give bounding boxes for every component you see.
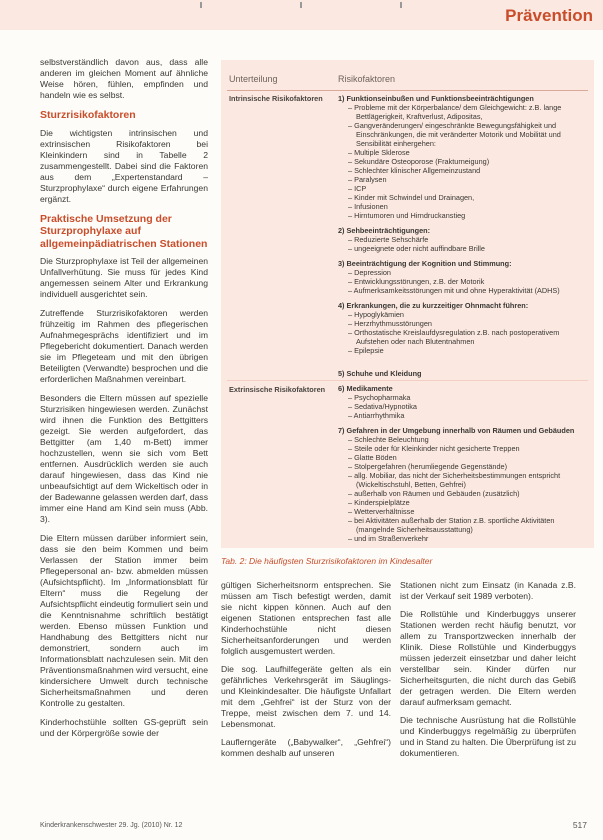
risk-item: – Schlechte Beleuchtung bbox=[348, 435, 429, 444]
paragraph: Die Sturzprophylaxe ist Teil der allgemeinen Unfallverhütung. Sie muss für jedes Kind angemessen seinem Alter und Erkrankung individuell ausgerichtet sein. bbox=[40, 256, 208, 299]
page-footer bbox=[0, 818, 603, 840]
risk-item: – Depression bbox=[348, 268, 391, 277]
table-header-risk-factors: Risikofaktoren bbox=[338, 74, 396, 84]
risk-item: – Steile oder für Kleinkinder nicht gesicherte Treppen bbox=[348, 444, 520, 453]
risk-group bbox=[338, 301, 588, 355]
section-title: Prävention bbox=[505, 6, 593, 25]
risk-group-heading: 3) Beeinträchtigung der Kognition und Stimmung: bbox=[338, 259, 512, 268]
risk-group-heading: 2) Sehbeeinträchtigungen: bbox=[338, 226, 431, 235]
risk-item: – Infusionen bbox=[348, 202, 388, 211]
risk-group-heading: 1) Funktionseinbußen und Funktionsbeeinträchtigungen bbox=[338, 94, 534, 103]
risk-item: – Stolpergefahren (herumliegende Gegenstände) bbox=[348, 462, 508, 471]
risk-item: – Multiple Sklerose bbox=[348, 148, 410, 157]
risk-item: – Reduzierte Sehschärfe bbox=[348, 235, 429, 244]
risk-item: – Orthostatische Kreislaufdysregulation z.B. nach postoperativem Aufstehen oder nach Blutentnahmen bbox=[348, 328, 560, 346]
risk-item: – Probleme mit der Körperbalance/ dem Gleichgewicht: z.B. lange Bettlägerigkeit, Kraftverlust, Adipositas, bbox=[348, 103, 562, 121]
table-header-subdivision: Unterteilung bbox=[229, 74, 278, 84]
risk-item: – Psychopharmaka bbox=[348, 393, 411, 402]
risk-item: – Antiarrhythmika bbox=[348, 411, 405, 420]
paragraph: Lauflerngeräte („Babywalker“, „Gehfrei“) kommen deshalb auf unseren bbox=[221, 737, 391, 758]
paragraph: Zutreffende Sturzrisikofaktoren werden frühzeitig im Rahmen des pflegerischen Aufnahmegesprächs identifiziert und im Pflegebericht dokumentiert. Danach werden sie im Pflegeteam und mit den übrigen Beteiligten (Verwandte) besprochen und die erforderlichen Maßnahmen vereinbart. bbox=[40, 308, 208, 384]
risk-group bbox=[338, 94, 588, 220]
header-rule bbox=[227, 90, 588, 91]
risk-item: – außerhalb von Räumen und Gebäuden (zusätzlich) bbox=[348, 489, 520, 498]
risk-item: – ungeeignete oder nicht auffindbare Brille bbox=[348, 244, 485, 253]
risk-item: – Sekundäre Osteoporose (Frakturneigung) bbox=[348, 157, 490, 166]
risk-item: – Schlechter klinischer Allgemeinzustand bbox=[348, 166, 481, 175]
paragraph: Die Rollstühle und Kinderbuggys unserer Stationen werden recht häufig benutzt, vor allem zu Transportzwecken innerhalb der Klinik. Diese Rollstühle und Kinderbuggys müssen jederzeit einsetzbar und daher leicht verstellbar sein. Kinder dürfen nur Sicherheitsgurten, die nicht durch das Gebiß der getragen werden. Die Eltern werden darauf aufmerksam gemacht. bbox=[400, 609, 576, 707]
risk-item: – bei Aktivitäten außerhalb der Station z.B. sportliche Aktivitäten (mangelnde Sicherheitsausstattung) bbox=[348, 516, 555, 534]
paragraph: Besonders die Eltern müssen auf spezielle Sturzrisiken hingewiesen werden. Zunächst wird ihnen die Funktion des Bettgitters gezeigt. Sie werden aufgefordert, das Bettgitter (am 1,40 m-Bett) immer hochzustellen, wenn sie sich vom Bett entfernen. Ausdrücklich werden sie auch darauf hingewiesen, dass das Kind nie unbeaufsichtigt auf dem Wickeltisch oder in der Badewanne gelassen werden darf, dass immer eine Hand am Kind sein muss (Abb. 3). bbox=[40, 393, 208, 524]
right-column bbox=[400, 580, 576, 766]
crop-mark bbox=[400, 2, 402, 8]
paragraph: Die sog. Laufhilfegeräte gelten als ein gefährliches Verkehrsgerät im Säuglings- und Kleinkindesalter. Die häufigste Unfallart mit dem „Gehfrei“ ist der Sturz von der Treppe, meist zwischen dem 7. und 14. Lebensmonat. bbox=[221, 664, 391, 729]
risk-group bbox=[338, 426, 588, 543]
paragraph: Die wichtigsten intrinsischen und extrinsischen Risikofaktoren bei Kleinkindern sind in Tabelle 2 zusammengestellt. Dabei sind die Faktoren aus dem „Expertenstandard – Sturzprophylaxe“ durch eigene Erfahrungen ergänzt. bbox=[40, 127, 208, 204]
risk-item: – Hypoglykämien bbox=[348, 310, 404, 319]
paragraph: Stationen nicht zum Einsatz (in Kanada z.B. ist der Verkauf seit 1989 verboten). bbox=[400, 580, 576, 601]
paragraph: Die Eltern müssen darüber informiert sein, dass sie den beim Kommen und beim Verlassen der Station immer beim Pflegepersonal an- bzw. abmelden müssen (Aufsichtspflicht). Im „Informationsblatt für Eltern“ muss die Regelung der Aufsichtspflicht eindeutig formuliert sein und die Kenntnisnahme schriftlich bestätigt werden. Ebenso müssen Funktion und Handhabung des Bettgitters nicht nur demonstriert, sondern auch im Informationsblatt nachzulesen sein. Mit den Präventionsmaßnahmen wird versucht, eine kindersichere Umwelt durch technische Sicherheitsmaßnahmen und deren Kontrolle zu gestalten. bbox=[40, 533, 208, 708]
paragraph: Die technische Ausrüstung hat die Rollstühle und Kinderbuggys regelmäßig zu überprüfen und in Stand zu halten. Die Überprüfung ist zu dokumentieren. bbox=[400, 715, 576, 758]
risk-item: – allg. Mobiliar, das nicht der Sicherheitsbestimmungen entspricht (Wickeltischstuhl, Betten, Gehfrei) bbox=[348, 471, 561, 489]
risk-item: – ICP bbox=[348, 184, 367, 193]
risk-group-heading: 5) Schuhe und Kleidung bbox=[338, 369, 422, 378]
risk-group bbox=[338, 369, 588, 378]
risk-item: – Wetterverhältnisse bbox=[348, 507, 415, 516]
risk-group-heading: 7) Gefahren in der Umgebung innerhalb von Räumen und Gebäuden bbox=[338, 426, 575, 435]
risk-item: – Gangveränderungen/ eingeschränkte Bewegungsfähigkeit und Einschränkungen, die mit veränderter Motorik und Mobilität und Sensibilität einhergehen: bbox=[348, 121, 561, 148]
risk-item: – Entwicklungsstörungen, z.B. der Motorik bbox=[348, 277, 485, 286]
journal-reference: Kinderkrankenschwester 29. Jg. (2010) Nr. 12 bbox=[40, 822, 183, 829]
risk-group bbox=[338, 226, 588, 253]
left-column bbox=[40, 57, 208, 747]
risk-factor-table bbox=[221, 60, 594, 548]
risk-item: – Kinderspielplätze bbox=[348, 498, 410, 507]
paragraph: selbstverständlich davon aus, dass alle anderen im gleichen Moment auf ähnliche Weise hören, fühlen, empfinden und handeln wie es selbst. bbox=[40, 57, 208, 100]
risk-item: – Kinder mit Schwindel und Drainagen, bbox=[348, 193, 475, 202]
crop-mark bbox=[300, 2, 302, 8]
table-caption: Tab. 2: Die häufigsten Sturzrisikofaktoren im Kindesalter bbox=[221, 556, 433, 566]
risk-item: – Aufmerksamkeitsstörungen mit und ohne Hyperaktivität (ADHS) bbox=[348, 286, 560, 295]
crop-mark bbox=[200, 2, 202, 8]
risk-item: – und im Straßenverkehr bbox=[348, 534, 429, 543]
risk-group bbox=[338, 384, 588, 420]
category-extrinsic: Extrinsische Risikofaktoren bbox=[229, 385, 326, 394]
risk-item: – Glatte Böden bbox=[348, 453, 397, 462]
heading-risk-factors: Sturzrisikofaktoren bbox=[40, 109, 136, 121]
risk-group bbox=[338, 259, 588, 295]
risk-item: – Epilepsie bbox=[348, 346, 384, 355]
risk-item: – Herzrhythmusstörungen bbox=[348, 319, 432, 328]
paragraph: gültigen Sicherheitsnorm entsprechen. Sie müssen am Tisch befestigt werden, damit sie nicht kippen können. Auch auf den eigenen Stationen entsprechen fast alle Kinderhochstühle nicht diesen Sicherheitsanforderungen und werden folglich ausgemustert werden. bbox=[221, 580, 391, 656]
paragraph: Kinderhochstühle sollten GS-geprüft sein und der Körpergröße sowie der bbox=[40, 717, 208, 738]
header-band bbox=[0, 0, 603, 30]
heading-practical: Praktische Umsetzung der Sturzprophylaxe auf allgemeinpädiatrischen Stationen bbox=[40, 212, 208, 250]
page-number: 517 bbox=[572, 820, 587, 830]
risk-item: – Paralysen bbox=[348, 175, 387, 184]
risk-group-heading: 4) Erkrankungen, die zu kurzzeitiger Ohnmacht führen: bbox=[338, 301, 529, 310]
risk-group-heading: 6) Medikamente bbox=[338, 384, 393, 393]
middle-column bbox=[221, 580, 391, 766]
category-intrinsic: Intrinsische Risikofaktoren bbox=[229, 94, 323, 103]
risk-factor-list bbox=[338, 94, 588, 549]
risk-item: – Sedativa/Hypnotika bbox=[348, 402, 417, 411]
risk-item: – Hirntumoren und Hirndruckanstieg bbox=[348, 211, 466, 220]
